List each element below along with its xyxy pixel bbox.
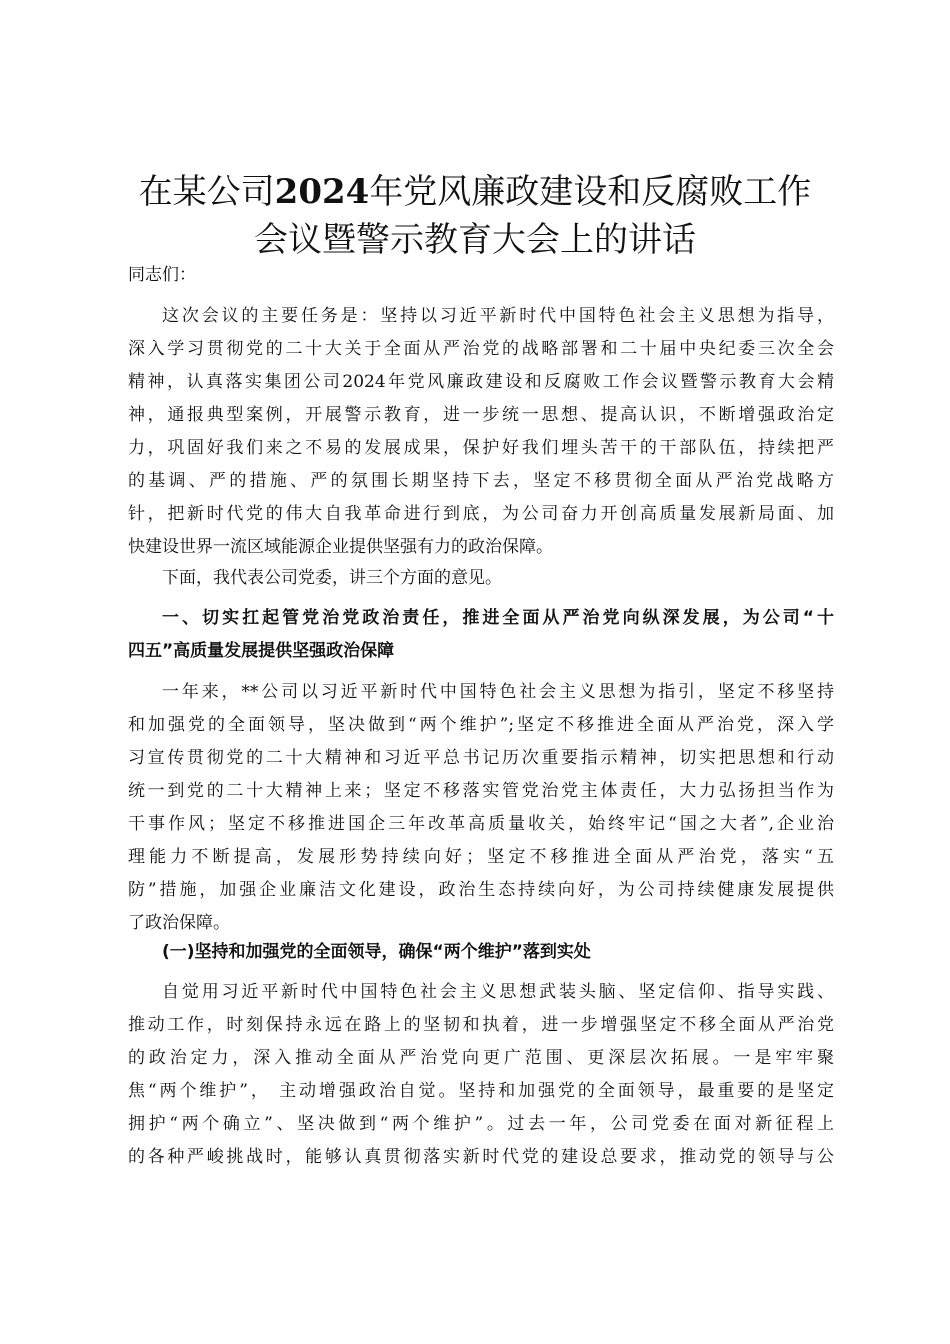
paragraph-line: 的基调、严的措施、严的氛围长期坚持下去，坚定不移贯彻全面从严治党战略方 [128, 471, 834, 491]
heading-line: (一)坚持和加强党的全面领导，确保“两个维护”落到实处 [162, 942, 591, 962]
paragraph-line: 深入学习贯彻党的二十大关于全面从严治党的战略部署和二十届中央纪委三次全会 [128, 339, 834, 359]
paragraph-line: 神，通报典型案例，开展警示教育，进一步统一思想、提高认识，不断增强政治定 [128, 405, 834, 425]
paragraph-4 [128, 976, 834, 1174]
paragraph-line: 针，把新时代党的伟大自我革命进行到底，为公司奋力开创高质量发展新局面、加 [128, 504, 834, 524]
section-heading-1 [128, 602, 834, 668]
title-suffix: 年党风廉政建设和反腐败工作 [369, 172, 812, 212]
title-year: 2024 [274, 172, 370, 212]
paragraph-line: 力，巩固好我们来之不易的发展成果，保护好我们埋头苦干的干部队伍，持续把严 [128, 438, 834, 458]
paragraph-line: 统一到党的二十大精神上来；坚定不移落实管党治党主体责任，大力弘扬担当作为 [128, 781, 834, 801]
paragraph-3 [128, 676, 834, 940]
heading-line: 四五”高质量发展提供坚强政治保障 [128, 641, 395, 661]
paragraph-line: 一年来，**公司以习近平新时代中国特色社会主义思想为指引，坚定不移坚持 [162, 682, 834, 702]
document-title-line-1 [110, 172, 840, 212]
heading-line: 一、切实扛起管党治党政治责任，推进全面从严治党向纵深发展，为公司“十 [162, 608, 834, 628]
paragraph-1 [128, 300, 834, 564]
salutation: 同志们： [128, 265, 196, 285]
paragraph-line: 防”措施，加强企业廉洁文化建设，政治生态持续向好，为公司持续健康发展提供 [128, 880, 834, 900]
paragraph-line: 的政治定力，深入推动全面从严治党向更广范围、更深层次拓展。一是牢牢聚 [128, 1048, 834, 1068]
paragraph-line: 理能力不断提高，发展形势持续向好；坚定不移推进全面从严治党，落实“五 [128, 847, 834, 867]
paragraph-line: 习宣传贯彻党的二十大精神和习近平总书记历次重要指示精神，切实把思想和行动 [128, 748, 834, 768]
paragraph-2 [128, 562, 834, 595]
section-heading-2 [128, 936, 834, 969]
paragraph-line: 拥护“两个确立”、坚决做到“两个维护”。过去一年，公司党委在面对新征程上 [128, 1114, 834, 1134]
paragraph-line: 了政治保障。 [128, 913, 230, 933]
paragraph-line: 精神，认真落实集团公司2024年党风廉政建设和反腐败工作会议暨警示教育大会精 [128, 372, 834, 392]
title-prefix: 在某公司 [138, 172, 275, 212]
paragraph-line: 自觉用习近平新时代中国特色社会主义思想武装头脑、坚定信仰、指导实践、 [162, 982, 834, 1002]
document-title-line-2: 会议暨警示教育大会上的讲话 [254, 220, 696, 260]
paragraph-line: 和加强党的全面领导，坚决做到“两个维护”;坚定不移推进全面从严治党，深入学 [128, 715, 834, 735]
paragraph-line: 推动工作，时刻保持永远在路上的坚韧和执着，进一步增强坚定不移全面从严治党 [128, 1015, 834, 1035]
paragraph-line: 下面，我代表公司党委，讲三个方面的意见。 [162, 568, 502, 588]
paragraph-line: 干事作风；坚定不移推进国企三年改革高质量收关，始终牢记“国之大者”,企业治 [128, 814, 834, 834]
paragraph-line: 的各种严峻挑战时，能够认真贯彻落实新时代党的建设总要求，推动党的领导与公 [128, 1147, 834, 1167]
paragraph-line: 快建设世界一流区域能源企业提供坚强有力的政治保障。 [128, 537, 553, 557]
paragraph-line: 焦“两个维护”， 主动增强政治自觉。坚持和加强党的全面领导，最重要的是坚定 [128, 1081, 834, 1101]
paragraph-line: 这次会议的主要任务是：坚持以习近平新时代中国特色社会主义思想为指导， [162, 306, 834, 326]
